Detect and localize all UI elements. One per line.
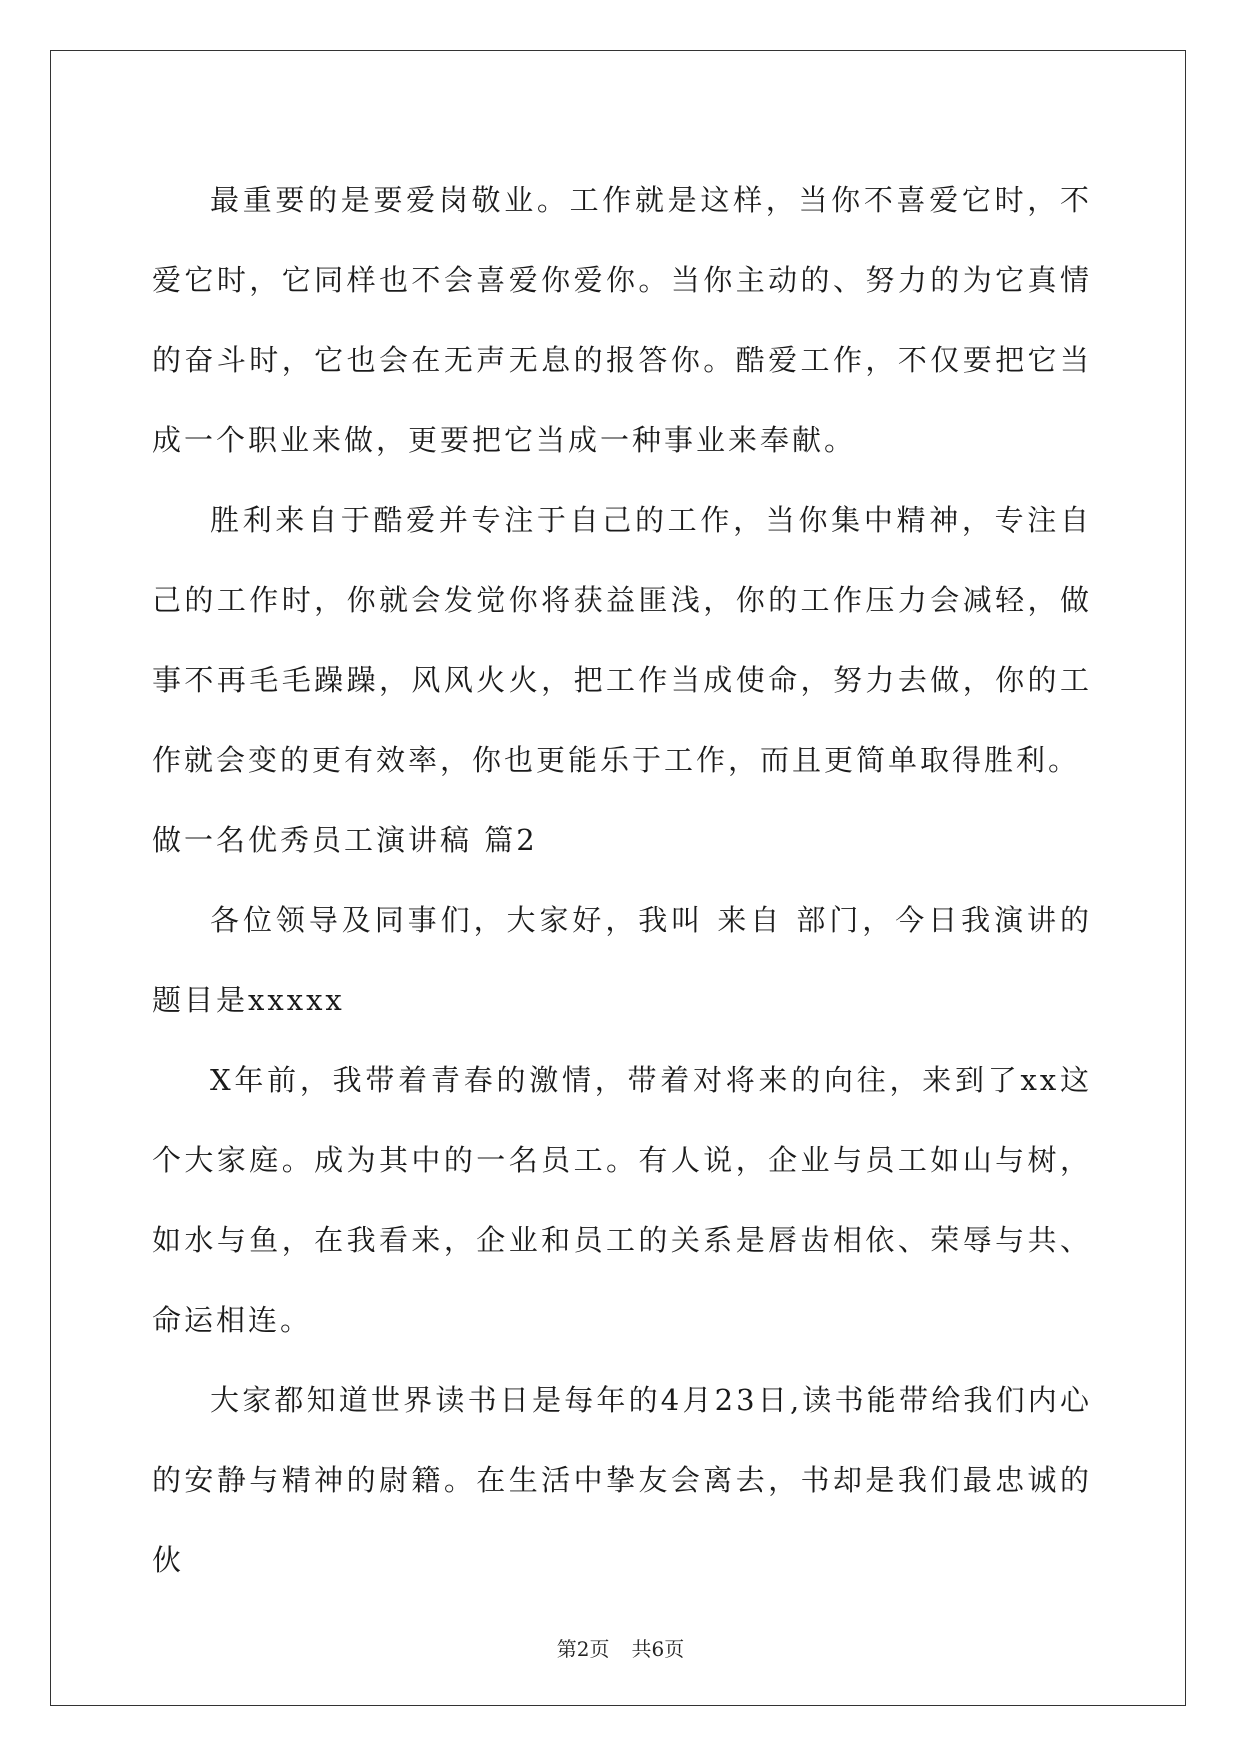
- document-body: [152, 160, 1092, 1600]
- section-heading: 做一名优秀员工演讲稿 篇2: [152, 823, 538, 857]
- page-number: 第2页: [556, 1637, 610, 1661]
- paragraph-3: 各位领导及同事们，大家好，我叫 来自 部门，今日我演讲的题目是xxxxx: [152, 903, 1092, 1017]
- paragraph-2: 胜利来自于酷爱并专注于自己的工作，当你集中精神，专注自己的工作时，你就会发觉你将获益匪浅，你的工作压力会减轻，做事不再毛毛躁躁，风风火火，把工作当成使命，努力去做，你的工作就会变的更有效率，你也更能乐于工作，而且更简单取得胜利。: [152, 503, 1092, 777]
- paragraph-1: 最重要的是要爱岗敬业。工作就是这样，当你不喜爱它时，不爱它时，它同样也不会喜爱你爱你。当你主动的、努力的为它真情的奋斗时，它也会在无声无息的报答你。酷爱工作，不仅要把它当成一个职业来做，更要把它当成一种事业来奉献。: [152, 183, 1092, 457]
- page-footer: [0, 1633, 1241, 1662]
- paragraph-5: 大家都知道世界读书日是每年的4月23日,读书能带给我们内心的安静与精神的尉籍。在生活中挚友会离去，书却是我们最忠诚的伙: [152, 1383, 1092, 1577]
- page-total: 共6页: [631, 1637, 685, 1661]
- paragraph-4: X年前，我带着青春的激情，带着对将来的向往，来到了xx这个大家庭。成为其中的一名员工。有人说，企业与员工如山与树，如水与鱼，在我看来，企业和员工的关系是唇齿相依、荣辱与共、命运相连。: [152, 1063, 1092, 1337]
